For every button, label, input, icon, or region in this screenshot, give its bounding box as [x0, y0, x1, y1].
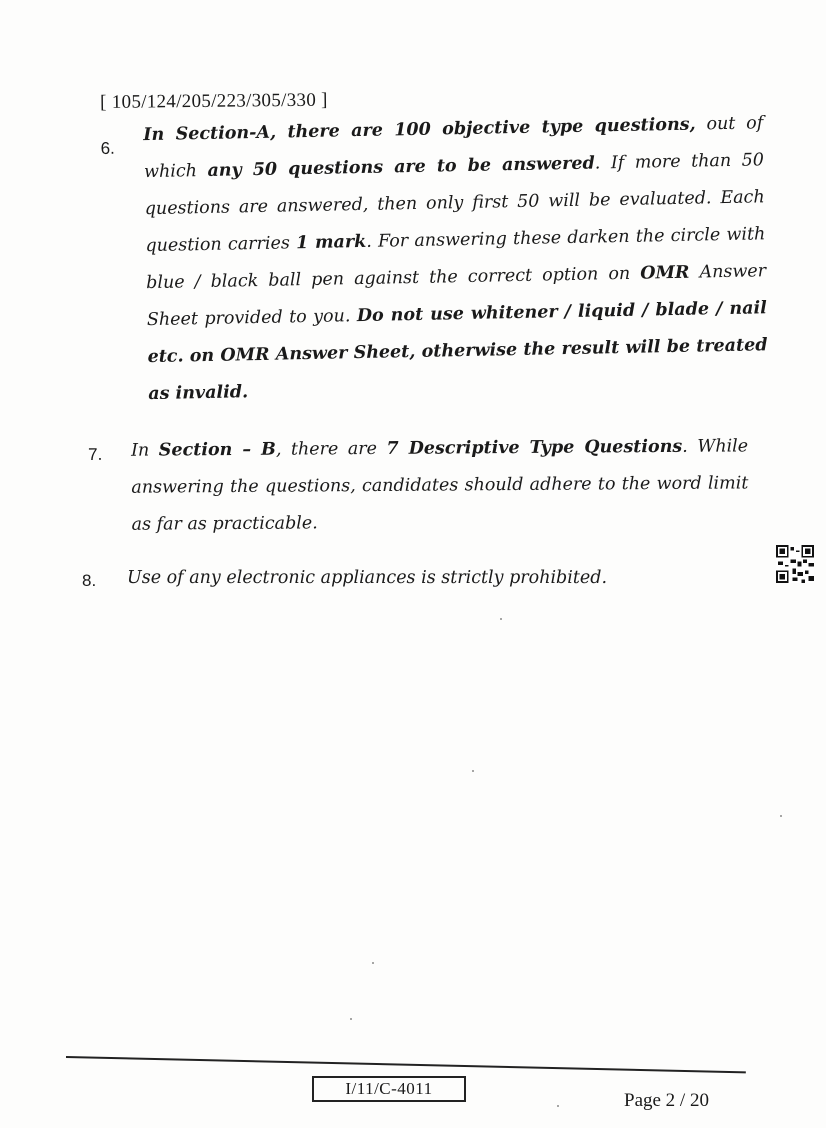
text-run: . For answering these darken the circle with blue / black ball pen against the correct option on [145, 224, 766, 294]
instruction-text [131, 428, 749, 543]
scan-speck [350, 1018, 352, 1020]
paper-codes-header: [ 105/124/205/223/305/330 ] [100, 89, 328, 113]
text-run: . While answering the questions, candidates should adhere to the word limit as far as practicable. [131, 436, 749, 535]
qr-code-icon [776, 545, 814, 583]
emphasized-text: 1 mark [295, 231, 367, 254]
emphasized-text: Section – B [158, 439, 276, 461]
page-number: Page 2 / 20 [624, 1090, 709, 1111]
text-run: In [131, 440, 159, 461]
scan-speck [472, 770, 474, 772]
instruction-number: 8. [82, 571, 97, 590]
emphasized-text: OMR [640, 262, 690, 284]
text-run: , there are [275, 438, 387, 460]
text-run: Answer Sheet provided to you. [146, 261, 767, 331]
instruction-number: 7. [88, 444, 103, 464]
text-run: . If more than 50 questions are answered, then only first 50 will be evaluated. Each question carries [144, 150, 765, 257]
emphasized-text: any 50 questions are to be answered [207, 153, 595, 181]
instruction-item-7 [88, 431, 758, 535]
booklet-code-box: I/11/C-4011 [312, 1076, 466, 1102]
text-run: out of which [143, 113, 764, 183]
instruction-text [127, 560, 687, 597]
emphasized-text: 7 Descriptive Type Questions [386, 436, 683, 459]
scan-speck [500, 618, 502, 620]
emphasized-text: Do not use whitener / liquid / blade / nail etc. on OMR Answer Sheet, otherwise the result will be treated as invalid. [147, 298, 768, 405]
footer-rule [66, 1056, 746, 1073]
scan-speck [557, 1105, 559, 1107]
instruction-text [143, 105, 769, 413]
instruction-number: 6. [100, 138, 115, 158]
scan-speck [780, 815, 782, 817]
emphasized-text: In Section-A, there are 100 objective type questions, [143, 114, 696, 146]
scan-speck [372, 962, 374, 964]
text-run: Use of any electronic appliances is strictly prohibited. [127, 568, 608, 588]
